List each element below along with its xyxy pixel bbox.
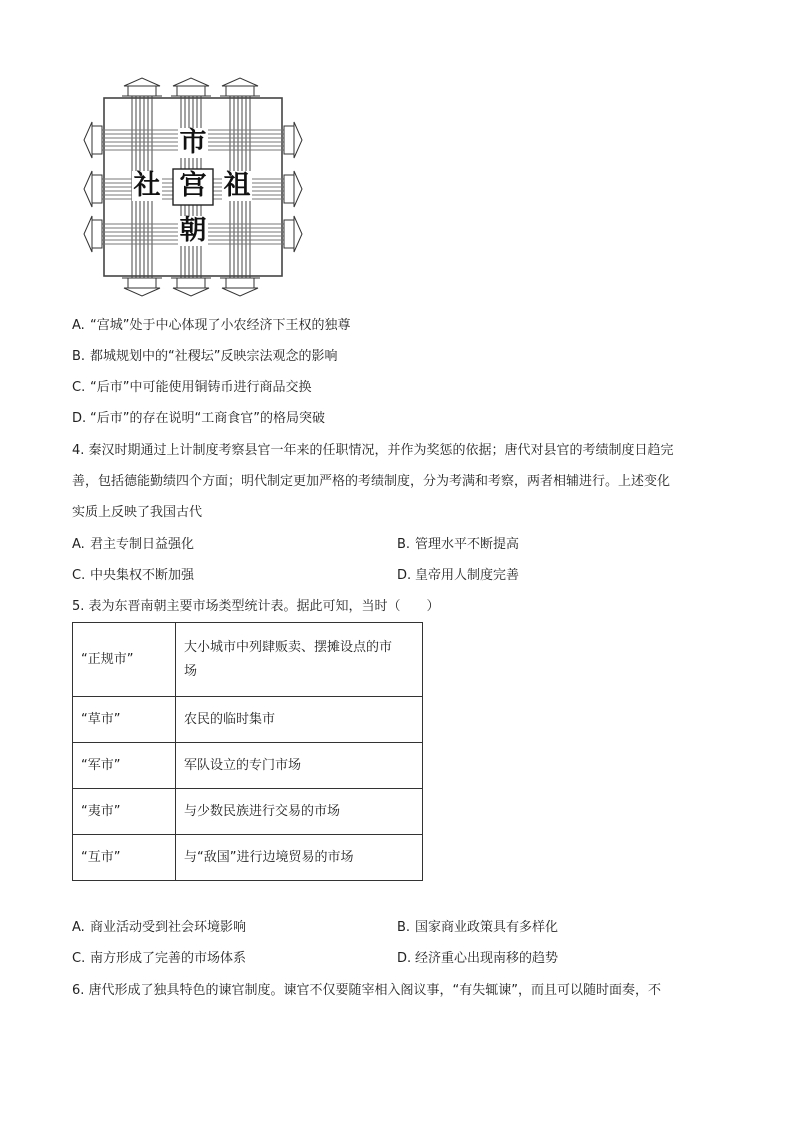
q4-option-b (397, 537, 519, 553)
desc-line: 场 (184, 663, 198, 679)
q3-option-d (72, 411, 325, 427)
diagram-court-label: 朝 (179, 215, 207, 246)
option-text: 管理水平不断提高 (415, 537, 520, 552)
q4-stem-line-3: 实质上反映了我国古代 (72, 505, 203, 520)
option-letter: D. (397, 568, 412, 583)
option-text: 南方形成了完善的市场体系 (90, 951, 247, 966)
option-letter: B. (72, 349, 86, 364)
option-letter: C. (72, 380, 86, 395)
option-letter: D. (397, 951, 412, 966)
desc-line: 大小城市中列肆贩卖、摆摊设点的市 (184, 639, 393, 655)
table-cell-market-desc: 与少数民族进行交易的市场 (176, 789, 423, 835)
q5-option-d (397, 951, 558, 967)
option-text: 都城规划中的“社稷坛”反映宗法观念的影响 (90, 349, 338, 364)
option-letter: B. (397, 537, 411, 552)
table-row (73, 835, 423, 881)
diagram-altar-label: 社 (133, 170, 161, 201)
option-letter: A. (72, 920, 85, 935)
q4-stem-line-1: 4. 秦汉时期通过上计制度考察县官一年来的任职情况，并作为奖惩的依据；唐代对县官的考绩制度日趋完 (72, 443, 674, 458)
q5-stem: 5. 表为东晋南朝主要市场类型统计表。据此可知，当时（ ） (72, 599, 440, 614)
option-text: 经济重心出现南移的趋势 (415, 951, 559, 966)
q4-option-a (72, 537, 194, 553)
q5-option-a (72, 920, 246, 936)
option-text: “后市”的存在说明“工商食官”的格局突破 (90, 411, 325, 426)
table-row (73, 623, 423, 697)
diagram-market-label: 市 (179, 127, 207, 158)
table-row (73, 743, 423, 789)
table-cell-market-name: “互市” (73, 835, 176, 881)
table-cell-market-desc: 与“敌国”进行边境贸易的市场 (176, 835, 423, 881)
option-text: 国家商业政策具有多样化 (415, 920, 559, 935)
table-row (73, 697, 423, 743)
table-row (73, 789, 423, 835)
option-letter: C. (72, 951, 86, 966)
table-cell-market-name: “军市” (73, 743, 176, 789)
table-cell-market-name: “草市” (73, 697, 176, 743)
option-text: 中央集权不断加强 (90, 568, 195, 583)
option-letter: A. (72, 318, 85, 333)
option-text: 商业活动受到社会环境影响 (90, 920, 247, 935)
market-type-table (72, 622, 423, 881)
table-cell-market-name: “正规市” (73, 623, 176, 697)
option-text: 皇帝用人制度完善 (415, 568, 520, 583)
q4-option-c (72, 568, 194, 584)
diagram-ancestral-temple-label: 祖 (223, 170, 251, 201)
q5-option-b (397, 920, 558, 936)
option-letter: B. (397, 920, 411, 935)
table-cell-market-desc: 军队设立的专门市场 (176, 743, 423, 789)
q4-stem-line-2: 善，包括德能勤绩四个方面；明代制定更加严格的考绩制度，分为考满和考察，两者相辅进行。上述变化 (72, 474, 671, 489)
q3-option-a (72, 318, 350, 334)
q4-option-d (397, 568, 519, 584)
table-cell-market-desc (176, 623, 423, 697)
option-text: “宫城”处于中心体现了小农经济下王权的独尊 (90, 318, 351, 333)
option-text: “后市”中可能使用铜铸币进行商品交换 (90, 380, 312, 395)
table-cell-market-name: “夷市” (73, 789, 176, 835)
option-letter: A. (72, 537, 85, 552)
option-text: 君主专制日益强化 (90, 537, 195, 552)
q3-option-b (72, 349, 337, 365)
q6-stem-line-1: 6. 唐代形成了独具特色的谏官制度。谏官不仅要随宰相入阁议事，“有失辄谏”，而且可以随时面奏，不 (72, 983, 662, 998)
table-cell-market-desc: 农民的临时集市 (176, 697, 423, 743)
option-letter: C. (72, 568, 86, 583)
diagram-palace-label: 宫 (179, 170, 207, 201)
q3-option-c (72, 380, 311, 396)
option-letter: D. (72, 411, 87, 426)
capital-layout-diagram (82, 76, 304, 298)
q5-option-c (72, 951, 246, 967)
